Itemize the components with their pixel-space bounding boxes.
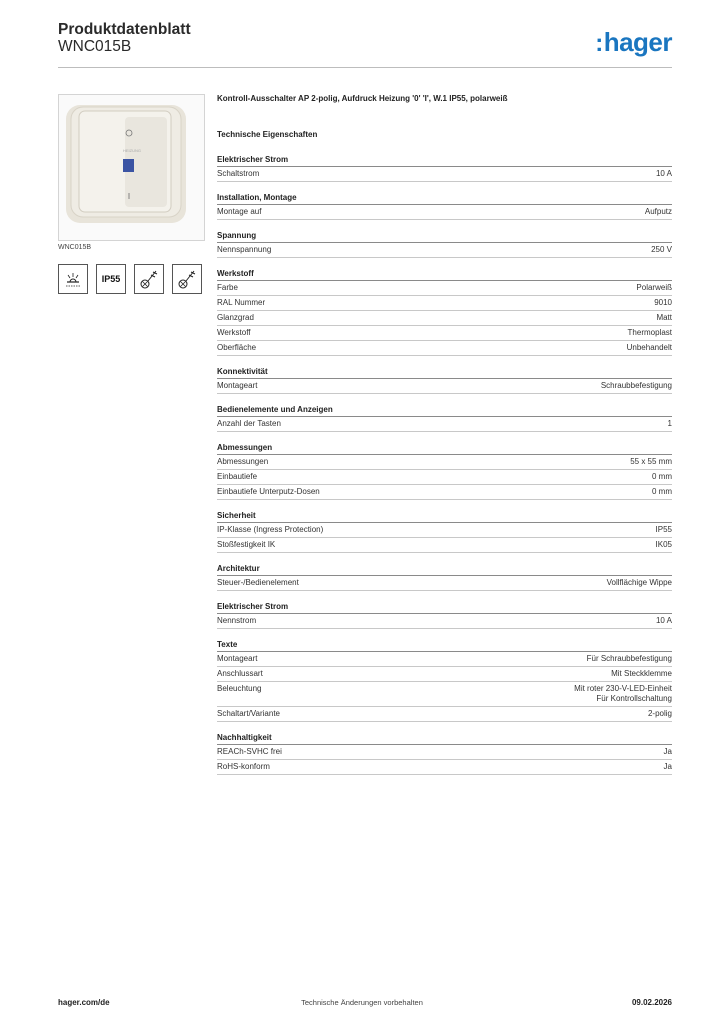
image-caption: WNC015B [58,244,92,251]
spec-value: Unbehandelt [626,343,672,352]
product-code: WNC015B [58,38,132,55]
section-title: Installation, Montage [217,193,672,205]
spec-value: IK05 [655,540,672,549]
spec-row [217,341,672,356]
footer-date: 09.02.2026 [631,998,672,1007]
technical-properties-heading: Technische Eigenschaften [217,130,318,139]
spec-label: Nennstrom [217,616,257,625]
spec-row [217,455,672,470]
spec-row [217,760,672,775]
footer-website: hager.com/de [58,998,110,1007]
spec-value: 1 [667,419,672,428]
section-title: Architektur [217,564,672,576]
glow-wire-icon-2 [172,264,202,294]
spec-row [217,326,672,341]
spec-label: Anzahl der Tasten [217,419,281,428]
ip55-badge: IP55 [96,264,126,294]
spec-row [217,485,672,500]
spec-row [217,296,672,311]
spec-row [217,205,672,220]
spec-label: RAL Nummer [217,298,266,307]
spec-row [217,707,672,722]
spec-row [217,652,672,667]
spec-value: 10 A [655,616,672,625]
svg-text:HEIZUNG: HEIZUNG [123,148,141,153]
spec-row [217,667,672,682]
spec-label: Anschlussart [217,669,263,678]
spec-label: Montageart [217,381,258,390]
spec-label: Einbautiefe [217,472,258,481]
spec-value: Vollflächige Wippe [606,578,672,587]
product-description: Kontroll-Ausschalter AP 2-polig, Aufdruck Heizung '0' 'I', W.1 IP55, polarweiß [217,94,508,103]
spec-value: Polarweiß [636,283,672,292]
spec-value: 250 V [651,245,672,254]
spec-row [217,311,672,326]
spec-row [217,379,672,394]
spec-value: Ja [663,762,672,771]
spec-value: Ja [663,747,672,756]
spec-row [217,417,672,432]
spec-label: Einbautiefe Unterputz-Dosen [217,487,320,496]
spec-value: IP55 [655,525,672,534]
section-title: Bedienelemente und Anzeigen [217,405,672,417]
spec-label: Farbe [217,283,238,292]
section-title: Spannung [217,231,672,243]
spec-value: 0 mm [652,472,672,481]
spec-label: Werkstoff [217,328,251,337]
spec-row [217,523,672,538]
section-title: Werkstoff [217,269,672,281]
spec-row [217,243,672,258]
product-image [58,94,205,241]
spec-row [217,745,672,760]
spec-value: 2-polig [647,709,672,718]
spec-label: Montage auf [217,207,262,216]
section-title: Abmessungen [217,443,672,455]
section-title: Nachhaltigkeit [217,733,672,745]
header-divider [58,67,672,68]
spec-label: Steuer-/Bedienelement [217,578,299,587]
spec-value: Matt [656,313,672,322]
spec-value: Für Schraubbefestigung [586,654,672,663]
spec-label: Schaltstrom [217,169,260,178]
spec-row [217,281,672,296]
footer-disclaimer: Technische Änderungen vorbehalten [301,998,423,1007]
spec-label: RoHS-konform [217,762,270,771]
spec-value: Mit roter 230-V-LED-Einheit Für Kontrollschaltung [574,684,672,703]
light-indicator-icon [58,264,88,294]
certification-badges [58,264,202,294]
spec-label: Schaltart/Variante [217,709,280,718]
spec-row [217,470,672,485]
spec-value: 9010 [654,298,672,307]
spec-label: REACh-SVHC frei [217,747,282,756]
spec-label: Glanzgrad [217,313,254,322]
page-title: Produktdatenblatt [58,21,191,38]
spec-label: Beleuchtung [217,684,262,693]
glow-wire-icon [134,264,164,294]
section-title: Elektrischer Strom [217,155,672,167]
spec-label: Oberfläche [217,343,257,352]
spec-label: Stoßfestigkeit IK [217,540,276,549]
hager-logo: :hager [595,27,672,57]
spec-row [217,614,672,629]
spec-value: Mit Steckklemme [611,669,672,678]
spec-row [217,167,672,182]
spec-value: 10 A [655,169,672,178]
spec-row [217,682,672,707]
section-title: Texte [217,640,672,652]
spec-value: 55 x 55 mm [630,457,672,466]
section-title: Konnektivität [217,367,672,379]
spec-value: Schraubbefestigung [600,381,672,390]
section-title: Elektrischer Strom [217,602,672,614]
spec-sections [217,155,672,775]
spec-value: 0 mm [652,487,672,496]
spec-value: Thermoplast [627,328,672,337]
spec-row [217,538,672,553]
specification-panel [217,94,672,775]
spec-label: Abmessungen [217,457,269,466]
spec-value: Aufputz [644,207,672,216]
section-title: Sicherheit [217,511,672,523]
spec-row [217,576,672,591]
spec-label: IP-Klasse (Ingress Protection) [217,525,324,534]
spec-label: Montageart [217,654,258,663]
spec-label: Nennspannung [217,245,272,254]
